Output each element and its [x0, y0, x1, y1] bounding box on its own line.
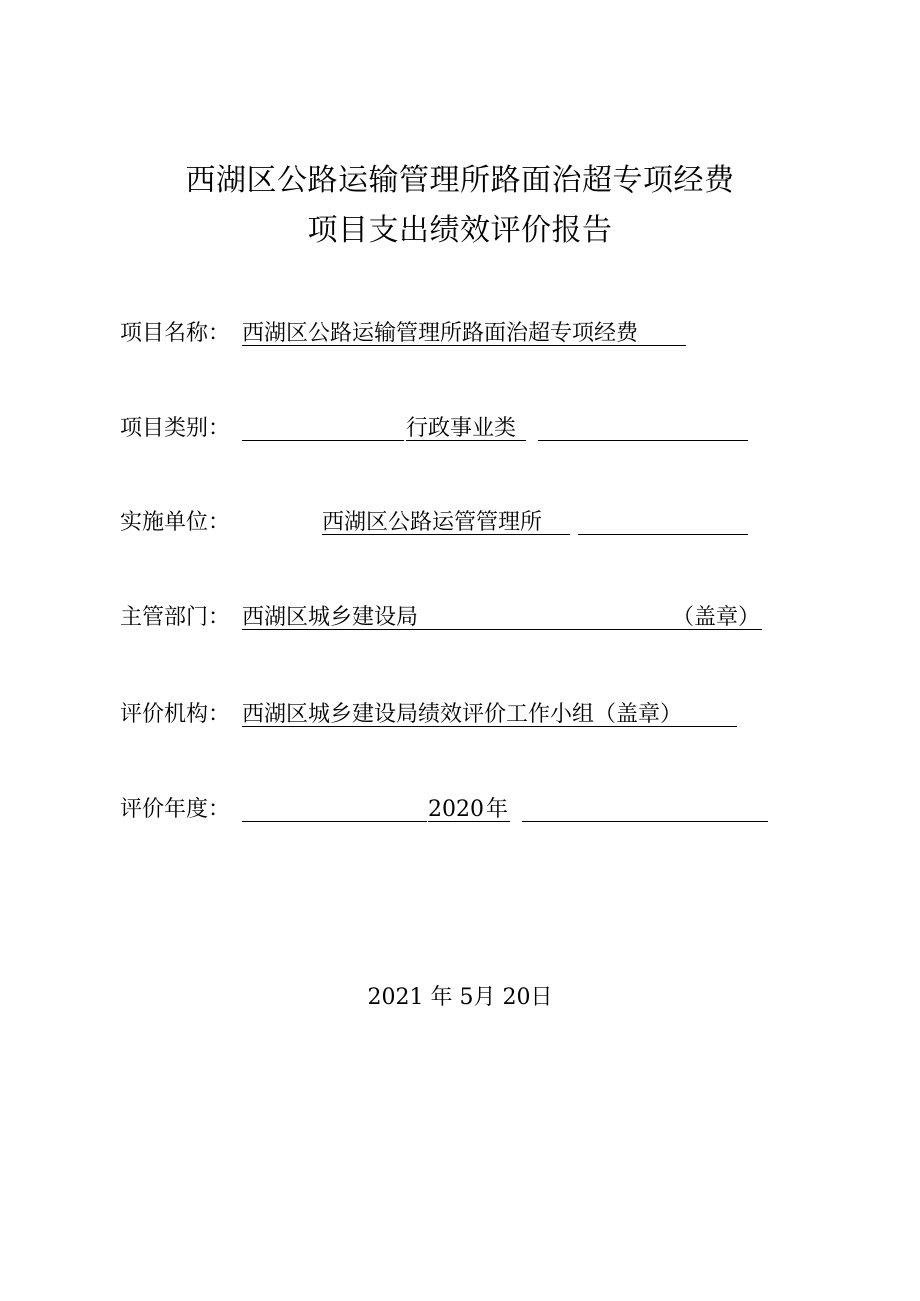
evaluation-org-label: 评价机构：: [120, 702, 231, 727]
evaluation-year-underline-right: [522, 821, 768, 822]
date-day-unit: 日: [530, 985, 553, 1010]
project-category-underline-right: [538, 440, 748, 441]
implementing-unit-label: 实施单位：: [120, 510, 231, 535]
evaluation-year-underline-left: [242, 821, 427, 822]
project-name-value: 西湖区公路运输管理所路面治超专项经费: [242, 321, 639, 346]
evaluation-year-number: 2020: [428, 797, 484, 822]
evaluation-year-label: 评价年度：: [120, 797, 231, 822]
project-category-underline-mid: [406, 440, 526, 441]
supervising-dept-value: 西湖区城乡建设局: [242, 605, 419, 630]
evaluation-year-row: [120, 792, 790, 828]
project-name-label: 项目名称：: [120, 321, 231, 346]
evaluation-year-underline-mid: [428, 821, 510, 822]
evaluation-org-underline: [242, 726, 737, 727]
report-title-line2: 项目支出绩效评价报告: [307, 213, 613, 248]
supervising-dept-underline: [242, 629, 762, 630]
evaluation-org-row: [120, 697, 780, 733]
supervising-dept-seal: （盖章）: [672, 605, 761, 630]
project-name-underline: [242, 345, 686, 346]
date-day: 20: [502, 985, 531, 1010]
implementing-unit-underline-right: [578, 534, 748, 535]
project-category-row: [120, 411, 760, 447]
project-name-row: [120, 316, 720, 352]
date-month: 5: [459, 985, 474, 1010]
date-year-unit: 年: [430, 985, 453, 1010]
project-category-underline-left: [242, 440, 404, 441]
supervising-dept-label: 主管部门：: [120, 605, 231, 630]
implementing-unit-row: [120, 505, 760, 541]
date-month-unit: 月: [473, 985, 496, 1010]
evaluation-org-value: 西湖区城乡建设局绩效评价工作小组（盖章）: [242, 702, 683, 727]
evaluation-year-unit: 年: [486, 797, 509, 822]
implementing-unit-value: 西湖区公路运管管理所: [322, 510, 543, 535]
implementing-unit-underline-value: [322, 534, 570, 535]
date-year: 2021: [367, 985, 424, 1010]
project-category-value: 行政事业类: [406, 416, 517, 441]
supervising-dept-row: [120, 600, 780, 636]
report-title-line1: 西湖区公路运输管理所路面治超专项经费: [185, 163, 735, 198]
report-date: [0, 980, 920, 1016]
project-category-label: 项目类别：: [120, 416, 231, 441]
